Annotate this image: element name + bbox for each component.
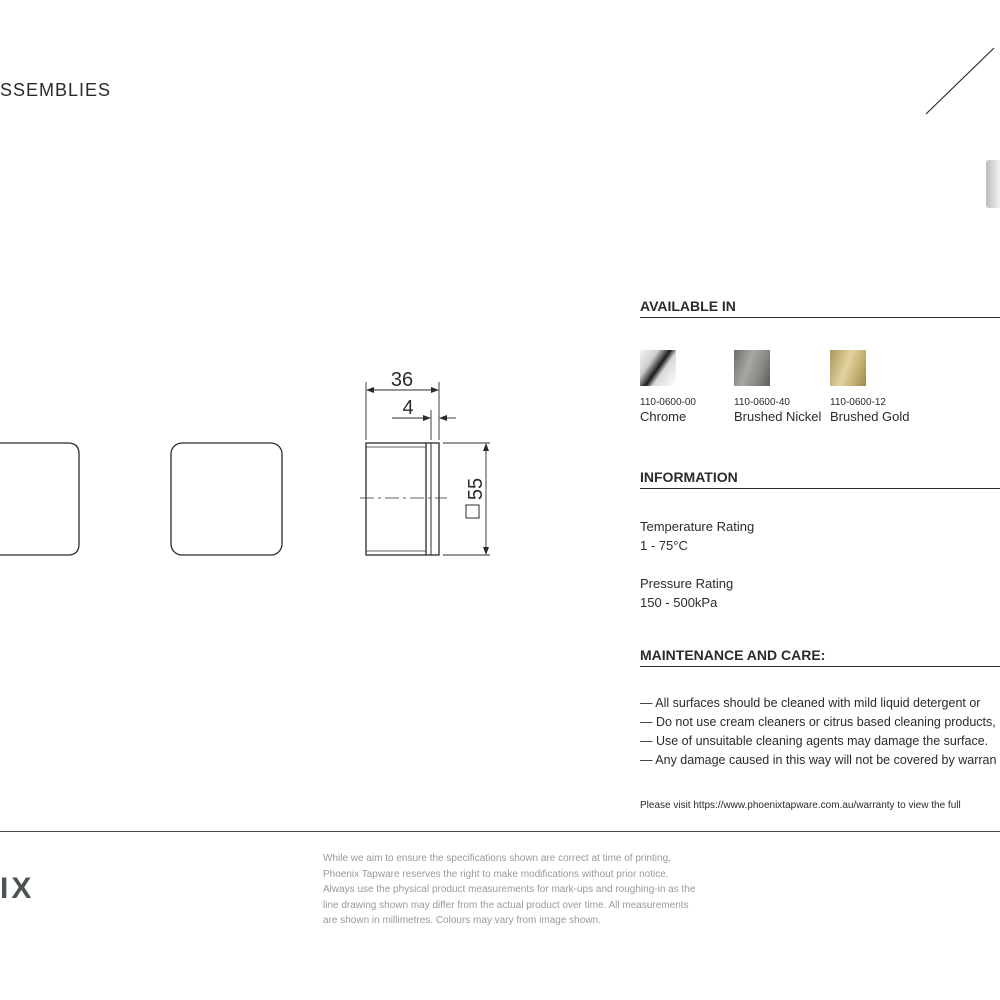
dimension-width-label: 36 xyxy=(390,369,414,391)
technical-drawing xyxy=(0,360,520,580)
swatch-brushed-nickel xyxy=(734,350,770,386)
disclaimer-line: Always use the physical product measurements for mark-ups and roughing-in as the xyxy=(323,884,696,895)
info-label: Pressure Rating xyxy=(640,576,734,591)
info-value: 150 - 500kPa xyxy=(640,595,718,610)
finish-name: Chrome xyxy=(640,409,687,424)
info-label: Temperature Rating xyxy=(640,519,755,534)
maintenance-item: — Use of unsuitable cleaning agents may damage the surface. xyxy=(640,734,989,748)
information-heading: INFORMATION xyxy=(640,469,738,485)
finish-code: 110-0600-00 xyxy=(640,397,696,408)
maintenance-item: — All surfaces should be cleaned with mild liquid detergent or xyxy=(640,696,981,710)
swatch-chrome xyxy=(640,350,676,386)
disclaimer-line: are shown in millimetres. Colours may vary from image shown. xyxy=(323,915,601,926)
swatch-brushed-gold xyxy=(830,350,866,386)
section-divider xyxy=(640,488,1000,489)
section-divider xyxy=(640,317,1000,318)
decorative-diagonal-line xyxy=(920,40,1000,120)
info-value: 1 - 75°C xyxy=(640,538,688,553)
disclaimer-line: While we aim to ensure the specifications shown are correct at time of printing, xyxy=(323,853,671,864)
warranty-note: Please visit https://www.phoenixtapware.com.au/warranty to view the full xyxy=(640,800,961,811)
maintenance-heading: MAINTENANCE AND CARE: xyxy=(640,647,826,663)
front-view xyxy=(171,443,282,555)
dimension-inset-label: 4 xyxy=(402,397,414,419)
front-view-partial xyxy=(0,443,79,555)
dimension-height-label: 55 xyxy=(465,477,487,501)
product-photo-fragment xyxy=(986,160,1000,208)
maintenance-item: — Any damage caused in this way will not be covered by warran xyxy=(640,753,997,767)
disclaimer-line: line drawing shown may differ from the actual product over time. All measurements xyxy=(323,899,689,911)
page-title: SSEMBLIES xyxy=(0,80,112,100)
brand-logo: IX xyxy=(0,872,35,905)
finish-code: 110-0600-40 xyxy=(734,397,790,408)
finish-name: Brushed Nickel xyxy=(734,409,822,424)
finish-name: Brushed Gold xyxy=(830,409,910,424)
maintenance-item: — Do not use cream cleaners or citrus based cleaning products, xyxy=(640,715,996,729)
finish-code: 110-0600-12 xyxy=(830,397,886,408)
available-in-heading: AVAILABLE IN xyxy=(640,298,736,314)
disclaimer xyxy=(323,851,763,929)
section-divider xyxy=(640,666,1000,667)
side-view xyxy=(360,443,447,555)
footer-divider xyxy=(0,831,1000,832)
disclaimer-line: Phoenix Tapware reserves the right to make modifications without prior notice. xyxy=(323,868,669,880)
square-symbol xyxy=(466,505,479,518)
